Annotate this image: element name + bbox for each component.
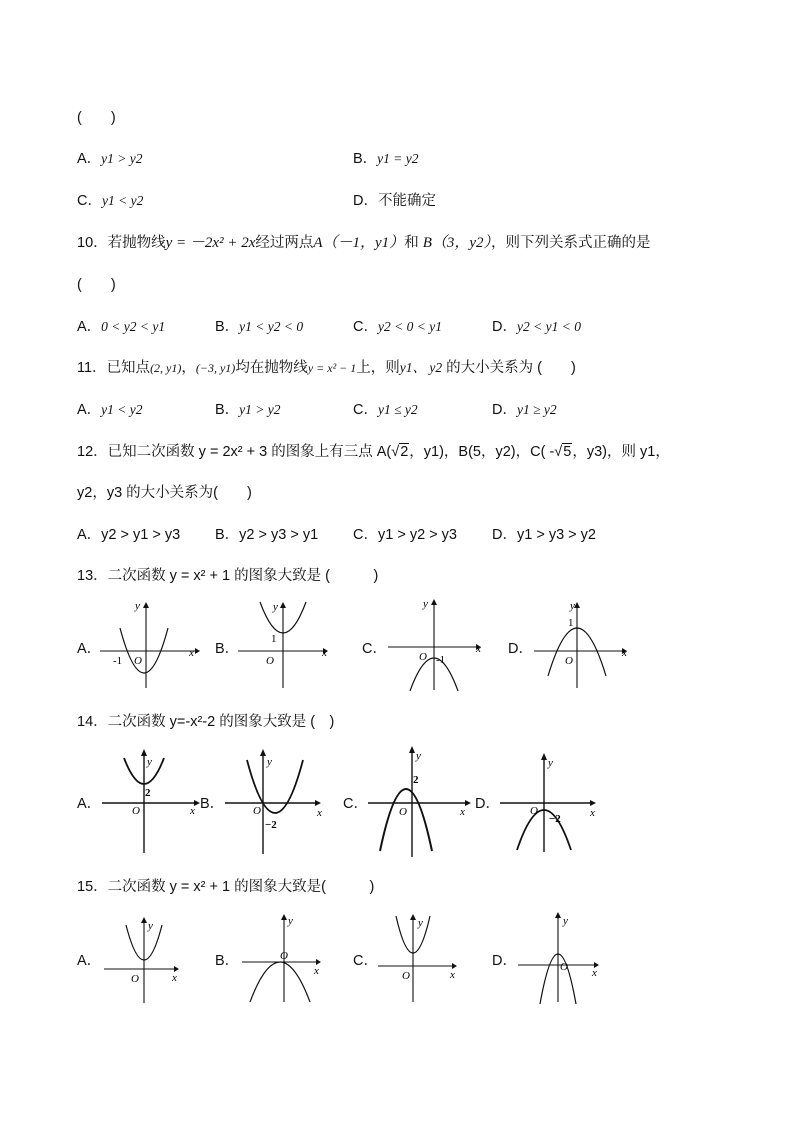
q14-stem: 14．二次函数 y=-x²-2 的图象大致是 ( )	[77, 714, 335, 730]
option-expression: y1 > y3 > y2	[516, 527, 596, 543]
q10-option-d[interactable]	[492, 317, 581, 337]
option-label: D．	[353, 193, 378, 209]
x-axis-arrow	[315, 800, 321, 806]
q14-graph-d[interactable]	[500, 752, 600, 857]
q14-graph-c[interactable]	[368, 745, 473, 860]
q15-option-d-label[interactable]: D．	[492, 953, 517, 969]
equation: y = －2x² + 2x	[165, 235, 256, 251]
origin-label: O	[132, 805, 140, 817]
y-label: y	[416, 750, 421, 762]
y-label: y	[135, 600, 140, 612]
q13-option-a-label[interactable]: A．	[77, 641, 102, 657]
origin-label: O	[131, 973, 139, 985]
stem-text: 的大小关系为 ( )	[442, 360, 576, 376]
parabola-curve	[250, 962, 310, 1002]
q13-option-d-label[interactable]: D．	[508, 641, 533, 657]
y-axis-arrow	[574, 602, 580, 608]
x-label: x	[317, 807, 322, 819]
y-label: y	[288, 915, 293, 927]
origin-label: O	[266, 655, 274, 667]
q13-option-b-label[interactable]: B．	[215, 641, 240, 657]
q15-graph-d[interactable]	[518, 910, 608, 1006]
x-label: x	[314, 965, 319, 977]
stem-text: 已知点	[106, 360, 151, 376]
parabola-graph	[100, 600, 200, 690]
q9-option-a[interactable]	[77, 149, 143, 169]
y-axis-arrow	[410, 914, 416, 920]
stem-text: 均在抛物线	[235, 360, 308, 376]
option-expression: y2 > y3 > y1	[239, 527, 319, 543]
q12-stem: 12．已知二次函数 y = 2x² + 3 的图象上有三点 A(√2，y1)，B(5，y2)，C( -√5，y3)，则 y1，	[77, 444, 670, 460]
point-a: A（－1，y1）	[313, 235, 405, 251]
x-label: x	[322, 647, 327, 659]
q15-option-b-label[interactable]: B．	[215, 953, 240, 969]
q14-graph-a[interactable]	[102, 748, 202, 858]
q14-option-d-label[interactable]: D．	[475, 796, 500, 812]
x-label: x	[190, 805, 195, 817]
intercept-label: −2	[265, 819, 277, 831]
y-label: y	[570, 600, 575, 612]
y-axis-arrow	[143, 602, 149, 608]
stem-text: 经过两点	[255, 235, 314, 251]
option-label: C．	[77, 193, 102, 209]
x-label: x	[592, 967, 597, 979]
point-2: (−3, y1)	[195, 361, 236, 375]
q10-stem	[77, 233, 651, 253]
q15-graph-c[interactable]	[378, 912, 468, 1004]
question-number: 11．	[77, 360, 107, 376]
x-axis-arrow	[465, 800, 471, 806]
option-expression: y2 < 0 < y1	[377, 319, 442, 334]
origin-label: O	[560, 961, 568, 973]
q11-option-c[interactable]	[353, 400, 418, 420]
y-axis-arrow	[431, 599, 437, 605]
option-label: B．	[215, 319, 240, 335]
q13-stem: 13．二次函数 y = x² + 1 的图象大致是 ( )	[77, 568, 379, 584]
y-label: y	[548, 757, 553, 769]
equation: y = x² − 1	[307, 361, 357, 375]
option-expression: y1 = y2	[377, 151, 419, 166]
origin-label: O	[399, 806, 407, 818]
point-b: B（3，y2）	[422, 235, 492, 251]
stem-text: 已知二次函数 y = 2x² + 3 的图象上有三点 A(	[107, 444, 392, 460]
option-label: B．	[215, 527, 240, 543]
stem-text: 和	[404, 235, 419, 251]
y-axis-arrow	[141, 749, 147, 756]
option-label: A．	[77, 527, 102, 543]
intercept-label: −2	[549, 813, 561, 825]
q13-graph-d[interactable]	[534, 600, 634, 690]
parabola-graph	[104, 915, 189, 1005]
q9-answer-paren: ( )	[77, 110, 116, 126]
y-label: y	[418, 917, 423, 929]
option-expression: y1 > y2	[239, 402, 281, 417]
q13-graph-a[interactable]	[100, 600, 200, 690]
parabola-graph	[518, 910, 608, 1006]
q15-stem: 15．二次函数 y = x² + 1 的图象大致是( )	[77, 879, 375, 895]
option-expression: y1 < y2	[101, 402, 143, 417]
q11-option-b[interactable]	[215, 400, 281, 420]
origin-label: O	[530, 805, 538, 817]
y-axis-arrow	[260, 749, 266, 756]
option-label: D．	[492, 527, 517, 543]
option-expression: y2 < y1 < 0	[516, 319, 581, 334]
origin-label: O	[402, 970, 410, 982]
y-axis-arrow	[280, 602, 286, 608]
q14-option-b-label[interactable]: B．	[200, 796, 225, 812]
q12-stem-line2: y2，y3 的大小关系为( )	[77, 485, 252, 501]
parabola-graph	[225, 748, 330, 858]
q14-option-a-label[interactable]: A．	[77, 796, 102, 812]
stem-text: ，则下列关系式正确的是	[491, 235, 651, 251]
y-label: y	[563, 915, 568, 927]
option-expression: y1 > y2 > y3	[377, 527, 457, 543]
point-1: (2, y1)	[150, 361, 182, 375]
option-label: D．	[492, 402, 517, 418]
option-text: 不能确定	[377, 193, 436, 209]
q15-graph-b[interactable]	[242, 912, 332, 1004]
parabola-graph	[102, 748, 202, 858]
q10-option-b[interactable]	[215, 317, 303, 337]
q9-option-b[interactable]	[353, 149, 419, 169]
y-label: y	[273, 601, 278, 613]
x-axis-arrow	[195, 648, 200, 654]
option-label: C．	[353, 402, 378, 418]
intercept-label: 1	[271, 633, 277, 645]
q14-graph-b[interactable]	[225, 748, 330, 858]
x-label: x	[622, 647, 627, 659]
q10-answer-paren: ( )	[77, 277, 116, 293]
intercept-label: 2	[145, 787, 151, 799]
intercept-label: 1	[568, 617, 574, 629]
option-expression: 0 < y2 < y1	[101, 319, 166, 334]
parabola-graph	[368, 745, 473, 860]
q9-option-c[interactable]	[77, 191, 143, 211]
radicand: 2	[400, 444, 409, 460]
parabola-graph	[388, 597, 488, 692]
option-expression: y2 > y1 > y3	[101, 527, 181, 543]
y-label: y	[148, 920, 153, 932]
q11-stem	[77, 358, 576, 378]
y-axis-arrow	[141, 917, 147, 923]
y-axis-arrow	[281, 914, 287, 920]
stem-text: ，y3)，则 y1，	[572, 444, 670, 460]
intercept-label: 2	[413, 774, 419, 786]
option-label: B．	[353, 151, 378, 167]
origin-label: O	[253, 805, 261, 817]
x-label: x	[172, 972, 177, 984]
q13-graph-b[interactable]	[238, 600, 338, 690]
origin-label: O	[280, 950, 288, 962]
origin-label: O	[565, 655, 573, 667]
q14-option-c-label[interactable]: C．	[343, 796, 368, 812]
q11-option-a[interactable]	[77, 400, 143, 420]
q15-graph-a[interactable]	[104, 915, 189, 1005]
y-label: y	[423, 598, 428, 610]
parabola-graph	[238, 600, 338, 690]
stem-text: 若抛物线	[107, 235, 166, 251]
option-label: A．	[77, 319, 102, 335]
stem-text: ，	[181, 360, 196, 376]
question-number: 12．	[77, 444, 108, 460]
y-label: y	[267, 756, 272, 768]
option-expression: y1 ≤ y2	[377, 402, 418, 417]
stem-text: ，y1)，B(5，y2)，C( -	[409, 444, 555, 460]
q12-option-c[interactable]	[353, 525, 457, 545]
radicand: 5	[563, 444, 572, 460]
origin-label: O	[134, 655, 142, 667]
q10-option-c[interactable]	[353, 317, 442, 337]
q11-option-d[interactable]	[492, 400, 557, 420]
q12-option-b[interactable]	[215, 525, 318, 545]
x-axis-arrow	[590, 800, 596, 806]
stem-text: 上，则	[356, 360, 400, 376]
option-label: B．	[215, 402, 240, 418]
x-label: x	[476, 643, 481, 655]
intercept-label: -1	[436, 654, 446, 666]
intercept-label: -1	[113, 655, 123, 667]
q10-option-a[interactable]	[77, 317, 165, 337]
option-label: C．	[353, 319, 378, 335]
option-expression: y1 ≥ y2	[516, 402, 557, 417]
parabola-curve	[380, 789, 432, 851]
variables: y1、 y2	[399, 360, 443, 375]
x-label: x	[450, 969, 455, 981]
option-label: D．	[492, 319, 517, 335]
option-expression: y1 > y2	[101, 151, 143, 166]
q15-option-a-label[interactable]: A．	[77, 953, 102, 969]
parabola-graph	[534, 600, 634, 690]
y-axis-arrow	[555, 912, 561, 918]
x-label: x	[460, 806, 465, 818]
x-label: x	[590, 807, 595, 819]
y-axis-arrow	[541, 753, 547, 760]
q12-option-a[interactable]	[77, 525, 180, 545]
parabola-graph	[500, 752, 600, 857]
q12-option-d[interactable]	[492, 525, 596, 545]
parabola-graph	[242, 912, 332, 1004]
option-label: C．	[353, 527, 378, 543]
parabola-graph	[378, 912, 468, 1004]
option-expression: y1 < y2 < 0	[239, 319, 304, 334]
origin-label: O	[419, 651, 427, 663]
y-label: y	[147, 756, 152, 768]
y-axis-arrow	[409, 746, 415, 753]
q13-graph-c[interactable]	[388, 597, 488, 692]
option-expression: y1 < y2	[101, 193, 144, 208]
q9-option-d[interactable]	[353, 191, 436, 211]
q13-option-c-label[interactable]: C．	[362, 641, 387, 657]
q15-option-c-label[interactable]: C．	[353, 953, 378, 969]
option-label: A．	[77, 151, 102, 167]
option-label: A．	[77, 402, 102, 418]
question-number: 10．	[77, 235, 108, 251]
x-label: x	[189, 647, 194, 659]
